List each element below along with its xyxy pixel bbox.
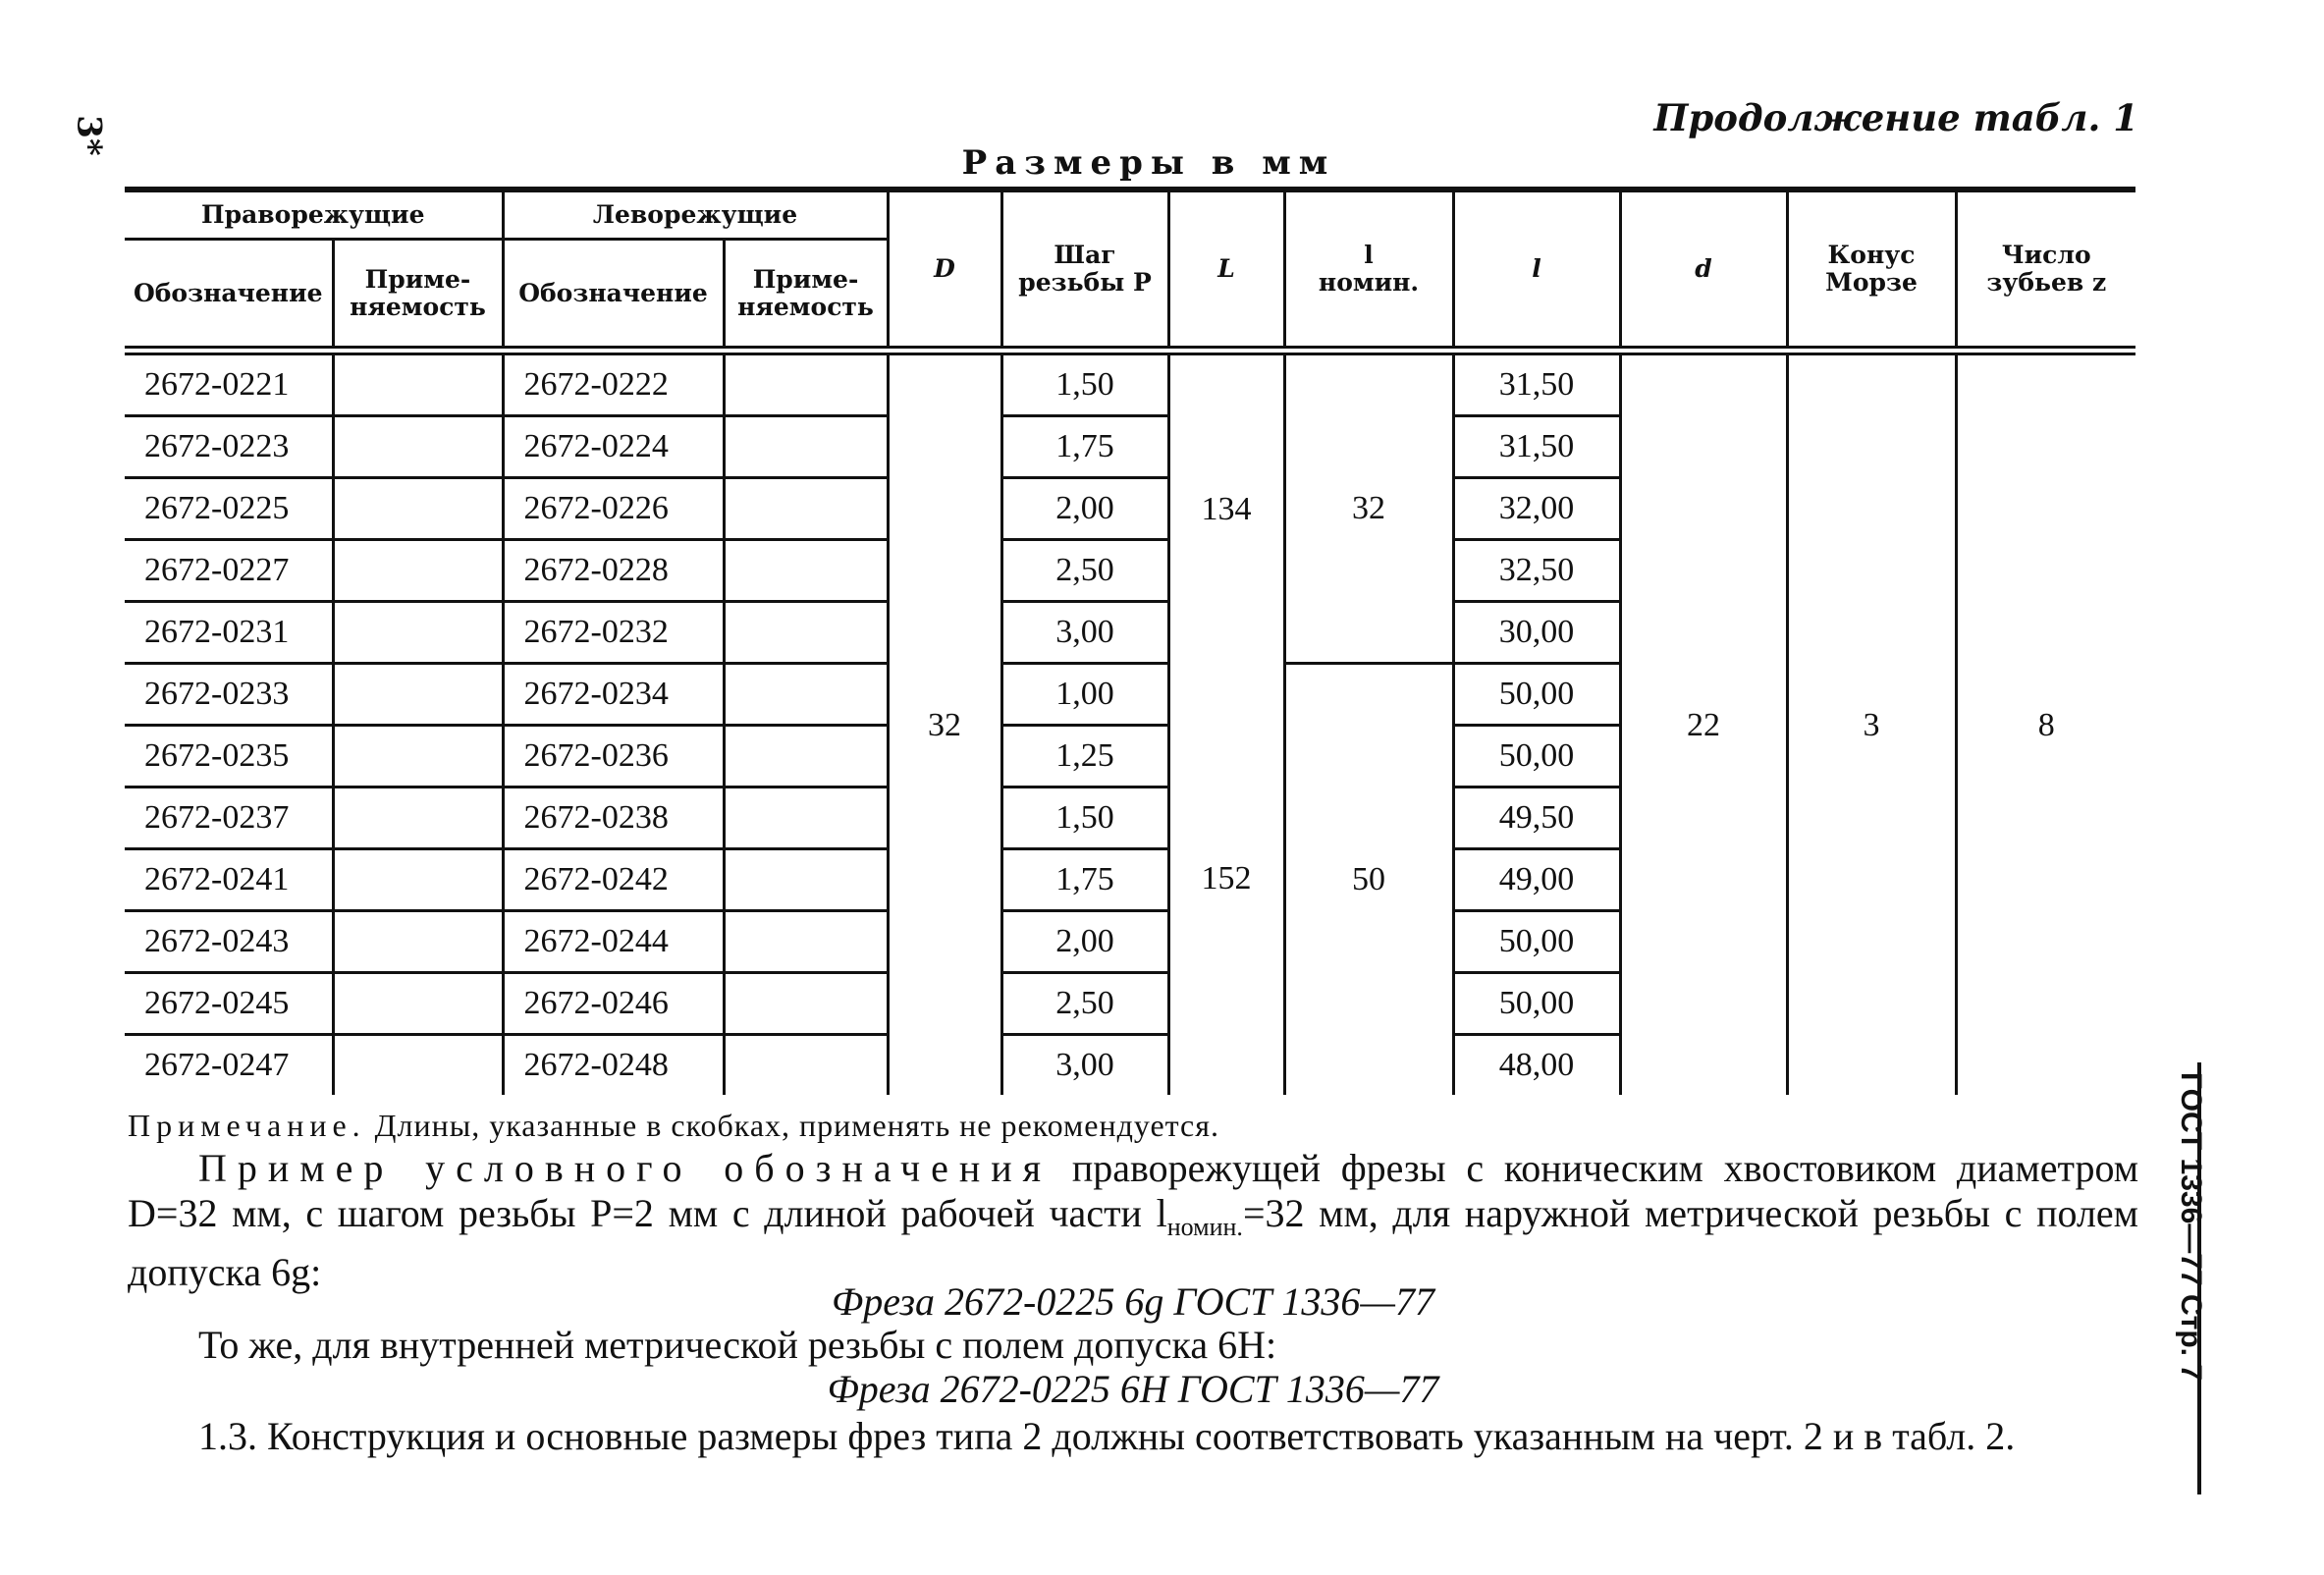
example-designation-1: Фреза 2672-0225 6g ГОСТ 1336—77 [832,1279,1434,1324]
table-row [125,351,2135,416]
header-d: d [1620,190,1787,351]
example-subscript: номин. [1166,1213,1243,1241]
header-l: l [1453,190,1620,351]
l-value: 49,50 [1453,788,1620,849]
pitch-value: 1,50 [1001,351,1168,416]
left-applicability [724,602,888,664]
left-code: 2672-0248 [503,1035,724,1096]
l-nominal-value-group2: 50 [1284,664,1453,1096]
header-left-designation: Обозначение [503,240,724,352]
pitch-value: 2,00 [1001,911,1168,973]
pitch-value: 1,75 [1001,849,1168,911]
left-applicability [724,726,888,788]
example-designation-2: Фреза 2672-0225 6H ГОСТ 1336—77 [827,1367,1439,1411]
pitch-value: 1,25 [1001,726,1168,788]
pitch-value: 1,50 [1001,788,1168,849]
pitch-value: 3,00 [1001,1035,1168,1096]
l-value: 49,00 [1453,849,1620,911]
left-code: 2672-0222 [503,351,724,416]
right-code: 2672-0241 [125,849,333,911]
right-applicability [333,849,503,911]
example-paragraph [128,1146,2138,1295]
side-title-text: ГОСТ 1336—77 Стр. 7 [2175,1072,2207,1382]
right-applicability [333,973,503,1035]
same-for-internal-thread: То же, для внутренней метрической резьбы с полем допуска 6H: [198,1323,1277,1367]
l-value: 48,00 [1453,1035,1620,1096]
example-text-2: =32 мм, для наружной метрической резьбы с полем допуска 6g: [128,1191,2138,1294]
header-right-designation: Обозначение [133,278,323,307]
header-thread-pitch: Шаг резьбы P [1001,190,1168,351]
pitch-value: 1,00 [1001,664,1168,726]
right-code: 2672-0243 [125,911,333,973]
header-L: L [1168,190,1284,351]
right-code: 2672-0245 [125,973,333,1035]
page-corner-mark: 3* [69,115,109,156]
right-applicability [333,664,503,726]
l-value: 30,00 [1453,602,1620,664]
l-value: 50,00 [1453,726,1620,788]
right-applicability [333,911,503,973]
right-code: 2672-0233 [125,664,333,726]
teeth-value: 8 [1956,351,2135,1095]
right-applicability [333,788,503,849]
right-code: 2672-0237 [125,788,333,849]
l-value: 50,00 [1453,664,1620,726]
pitch-value: 1,75 [1001,416,1168,478]
example-text: праворежущей фрезы с коническим хвостовиком диаметром D=32 мм, с шагом резьбы P=2 мм с длиной рабочей части l [128,1146,2139,1235]
right-applicability [333,1035,503,1096]
right-code: 2672-0225 [125,478,333,540]
left-code: 2672-0228 [503,540,724,602]
pitch-value: 2,50 [1001,540,1168,602]
morse-value: 3 [1787,351,1956,1095]
right-applicability [333,726,503,788]
right-code: 2672-0231 [125,602,333,664]
clause-1-3 [128,1414,2138,1459]
right-applicability [333,602,503,664]
example-label: Пример условного обозначения [198,1146,1053,1190]
left-code: 2672-0242 [503,849,724,911]
right-applicability [333,416,503,478]
l-value: 50,00 [1453,911,1620,973]
l-value: 31,50 [1453,351,1620,416]
table-continuation-label: Продолжение табл. 1 [1653,96,2138,139]
left-code: 2672-0238 [503,788,724,849]
l-value: 50,00 [1453,973,1620,1035]
left-code: 2672-0236 [503,726,724,788]
left-applicability [724,540,888,602]
header-D: D [888,190,1001,351]
left-applicability [724,911,888,973]
right-code: 2672-0227 [125,540,333,602]
table-note [128,1108,2138,1144]
left-applicability [724,973,888,1035]
left-code: 2672-0234 [503,664,724,726]
left-code: 2672-0224 [503,416,724,478]
left-applicability [724,788,888,849]
header-l-nominal: l номин. [1284,190,1453,351]
d-value: 22 [1620,351,1787,1095]
left-applicability [724,1035,888,1096]
left-code: 2672-0226 [503,478,724,540]
l-nominal-value-group1: 32 [1284,351,1453,664]
right-applicability [333,351,503,416]
header-teeth-count: Число зубьев z [1956,190,2135,351]
sizes-caption: Размеры в мм [961,143,1336,183]
pitch-value: 2,50 [1001,973,1168,1035]
side-page-title [2172,1062,2231,1494]
L-value-group1: 134 [1168,351,1284,664]
l-value: 31,50 [1453,416,1620,478]
l-value: 32,00 [1453,478,1620,540]
pitch-value: 2,00 [1001,478,1168,540]
right-applicability [333,478,503,540]
header-right-cutting: Праворежущие [125,190,503,240]
D-value: 32 [888,351,1001,1095]
left-applicability [724,478,888,540]
right-code: 2672-0221 [125,351,333,416]
left-applicability [724,849,888,911]
header-left-cutting: Леворежущие [503,190,888,240]
left-code: 2672-0232 [503,602,724,664]
note-text: Длины, указанные в скобках, применять не рекомендуется. [374,1108,1219,1143]
left-code: 2672-0246 [503,973,724,1035]
left-applicability [724,351,888,416]
left-applicability [724,664,888,726]
right-code: 2672-0223 [125,416,333,478]
L-value-group2: 152 [1168,664,1284,1096]
header-morse-taper: Конус Морзе [1787,190,1956,351]
right-code: 2672-0235 [125,726,333,788]
left-code: 2672-0244 [503,911,724,973]
right-code: 2672-0247 [144,1047,290,1083]
left-applicability [724,416,888,478]
header-right-applicability: Приме- няемость [333,240,503,352]
clause-1-3-text: 1.3. Конструкция и основные размеры фрез типа 2 должны соответствовать указанным на черт. 2 и в табл. 2. [198,1414,2016,1458]
cutter-dimensions-table [125,187,2135,1095]
right-applicability [333,540,503,602]
l-value: 32,50 [1453,540,1620,602]
note-label: Примечание. [128,1108,366,1143]
pitch-value: 3,00 [1001,602,1168,664]
header-left-applicability: Приме- няемость [724,240,888,352]
